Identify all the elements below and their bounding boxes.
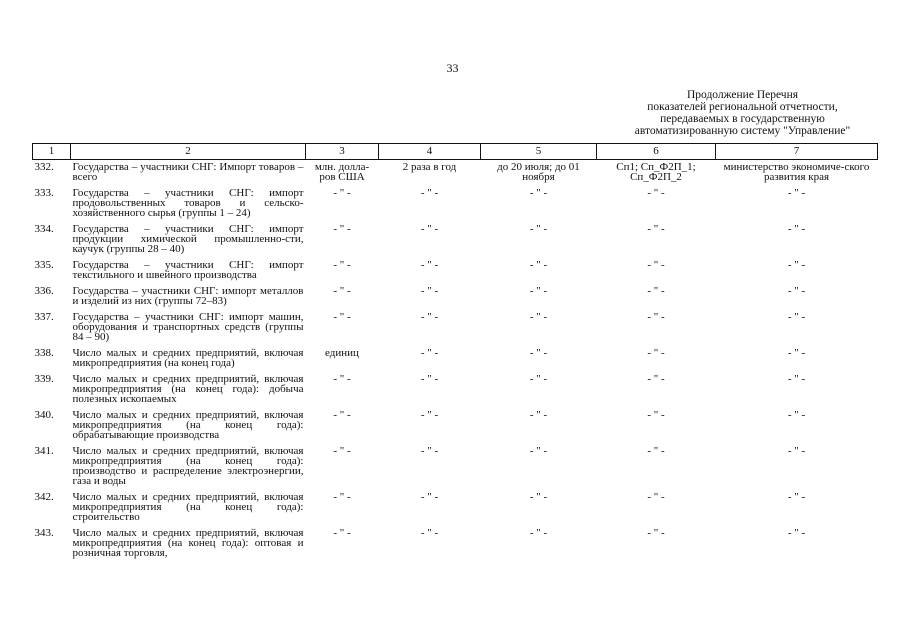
- deadline: - " -: [529, 347, 548, 359]
- column-header: 7: [716, 144, 878, 160]
- report-form: - " -: [647, 311, 665, 323]
- column-header: 4: [379, 144, 481, 160]
- continuation-line: автоматизированную систему "Управление": [634, 125, 851, 137]
- table-row: [33, 490, 878, 526]
- responsible-organization: - " -: [787, 491, 806, 503]
- row-number: 341.: [34, 445, 54, 457]
- periodicity: - " -: [420, 373, 439, 385]
- indicator-name: Число малых и средних предприятий, включая микропредприятия (на конец года): оптовая и розничная торговля,: [72, 527, 304, 559]
- unit-of-measure: - " -: [333, 373, 351, 385]
- unit-of-measure: млн. долла-ров США: [314, 161, 370, 183]
- unit-of-measure: - " -: [333, 187, 351, 199]
- responsible-organization: - " -: [787, 259, 806, 271]
- unit-of-measure: - " -: [333, 259, 351, 271]
- table-row: [33, 444, 878, 490]
- continuation-line: Продолжение Перечня: [686, 89, 799, 101]
- deadline: до 20 июля; до 01 ноября: [497, 161, 580, 183]
- unit-of-measure: единиц: [325, 347, 359, 359]
- report-form: - " -: [647, 527, 665, 539]
- periodicity: 2 раза в год: [402, 161, 457, 173]
- deadline: - " -: [529, 259, 548, 271]
- table-row: [33, 408, 878, 444]
- responsible-organization: - " -: [787, 223, 806, 235]
- periodicity: - " -: [420, 445, 439, 457]
- report-form: - " -: [647, 491, 665, 503]
- responsible-organization: - " -: [787, 527, 806, 539]
- table-body: [33, 160, 878, 563]
- deadline: - " -: [529, 445, 548, 457]
- periodicity: - " -: [420, 347, 439, 359]
- continuation-heading: [600, 89, 885, 137]
- periodicity: - " -: [420, 409, 439, 421]
- report-form: - " -: [647, 259, 665, 271]
- indicators-table: [32, 143, 878, 562]
- indicator-name: Государства – участники СНГ: импорт текстильного и швейного производства: [72, 259, 304, 281]
- unit-of-measure: - " -: [333, 311, 351, 323]
- deadline: - " -: [529, 285, 548, 297]
- column-header: 6: [597, 144, 716, 160]
- row-number: 342.: [34, 491, 54, 503]
- indicator-name: Государства – участники СНГ: импорт машин, оборудования и транспортных средств (группы 84 – 90): [72, 311, 304, 343]
- responsible-organization: - " -: [787, 409, 806, 421]
- deadline: - " -: [529, 409, 548, 421]
- column-header: 1: [33, 144, 71, 160]
- deadline: - " -: [529, 223, 548, 235]
- report-form: - " -: [647, 409, 665, 421]
- unit-of-measure: - " -: [333, 491, 351, 503]
- report-form: - " -: [647, 187, 665, 199]
- row-number: 335.: [34, 259, 54, 271]
- row-number: 340.: [34, 409, 54, 421]
- deadline: - " -: [529, 311, 548, 323]
- report-form: - " -: [647, 445, 665, 457]
- row-number: 339.: [34, 373, 54, 385]
- periodicity: - " -: [420, 187, 439, 199]
- indicator-name: Число малых и средних предприятий, включая микропредприятия (на конец года): обрабатывающие производства: [72, 409, 304, 441]
- responsible-organization: - " -: [787, 373, 806, 385]
- table-row: [33, 160, 878, 187]
- row-number: 333.: [34, 187, 54, 199]
- unit-of-measure: - " -: [333, 445, 351, 457]
- deadline: - " -: [529, 187, 548, 199]
- responsible-organization: - " -: [787, 285, 806, 297]
- table-row: [33, 258, 878, 284]
- continuation-line: передаваемых в государственную: [660, 113, 825, 125]
- periodicity: - " -: [420, 259, 439, 271]
- table-row: [33, 372, 878, 408]
- deadline: - " -: [529, 491, 548, 503]
- row-number: 332.: [34, 161, 54, 173]
- indicator-name: Государства – участники СНГ: импорт продукции химической промышленно-сти, каучук (группы 28 – 40): [72, 223, 304, 255]
- periodicity: - " -: [420, 491, 439, 503]
- periodicity: - " -: [420, 223, 439, 235]
- indicator-name: Число малых и средних предприятий, включая микропредприятия (на конец года): строительство: [72, 491, 304, 523]
- row-number: 336.: [34, 285, 54, 297]
- table-row: [33, 310, 878, 346]
- table-row: [33, 526, 878, 562]
- table-row: [33, 346, 878, 372]
- deadline: - " -: [529, 373, 548, 385]
- report-form: Сп1; Сп_Ф2П_1; Сп_Ф2П_2: [616, 161, 696, 183]
- table-row: [33, 222, 878, 258]
- page-number: 33: [446, 61, 459, 75]
- responsible-organization: министерство экономиче-ского развития края: [723, 161, 870, 183]
- indicator-name: Число малых и средних предприятий, включая микропредприятия (на конец года): [72, 347, 304, 369]
- row-number: 343.: [34, 527, 54, 539]
- report-form: - " -: [647, 223, 665, 235]
- indicator-name: Число малых и средних предприятий, включая микропредприятия (на конец года): производство и распределение электроэнергии, газа и воды: [72, 445, 304, 487]
- report-form: - " -: [647, 347, 665, 359]
- unit-of-measure: - " -: [333, 409, 351, 421]
- row-number: 334.: [34, 223, 54, 235]
- column-header: 5: [481, 144, 597, 160]
- responsible-organization: - " -: [787, 311, 806, 323]
- table-row: [33, 284, 878, 310]
- indicator-name: Государства – участники СНГ: Импорт товаров – всего: [72, 161, 304, 183]
- deadline: - " -: [529, 527, 548, 539]
- report-form: - " -: [647, 285, 665, 297]
- row-number: 337.: [34, 311, 54, 323]
- periodicity: - " -: [420, 285, 439, 297]
- table-header-row: [33, 144, 878, 160]
- responsible-organization: - " -: [787, 187, 806, 199]
- indicator-name: Государства – участники СНГ: импорт продовольственных товаров и сельско-хозяйственного сырья (группы 1 – 24): [72, 187, 304, 219]
- table-row: [33, 186, 878, 222]
- report-form: - " -: [647, 373, 665, 385]
- periodicity: - " -: [420, 527, 439, 539]
- column-header: 2: [71, 144, 306, 160]
- unit-of-measure: - " -: [333, 527, 351, 539]
- unit-of-measure: - " -: [333, 223, 351, 235]
- responsible-organization: - " -: [787, 347, 806, 359]
- periodicity: - " -: [420, 311, 439, 323]
- unit-of-measure: - " -: [333, 285, 351, 297]
- continuation-line: показателей региональной отчетности,: [647, 101, 838, 113]
- row-number: 338.: [34, 347, 54, 359]
- column-header: 3: [306, 144, 379, 160]
- responsible-organization: - " -: [787, 445, 806, 457]
- indicator-name: Число малых и средних предприятий, включая микропредприятия (на конец года): добыча полезных ископаемых: [72, 373, 304, 405]
- indicator-name: Государства – участники СНГ: импорт металлов и изделий из них (группы 72–83): [72, 285, 304, 307]
